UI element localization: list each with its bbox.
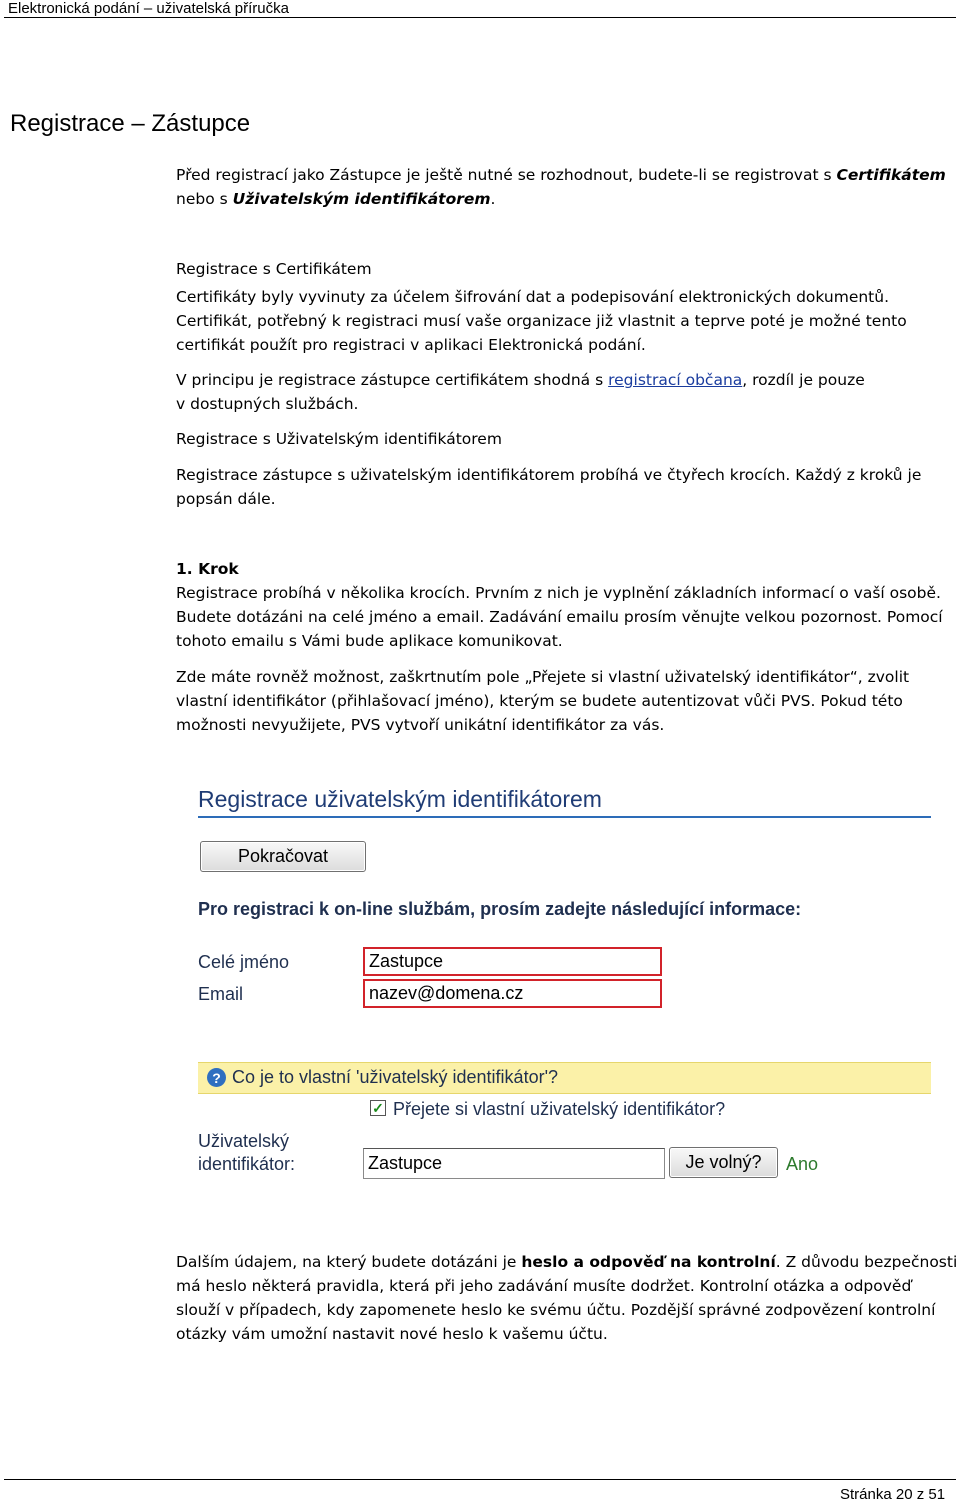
header-rule bbox=[4, 17, 956, 18]
intro-line-1: Před registrací jako Zástupce je ještě nutné se rozhodnout, budete-li se registrovat s Certifikátem bbox=[176, 166, 946, 184]
page-number: Stránka 20 z 51 bbox=[840, 1486, 946, 1503]
email-label: Email bbox=[198, 984, 244, 1004]
form-instructions: Pro registraci k on-line službám, prosím zadejte následující informace: bbox=[198, 899, 802, 919]
intro-line-2: nebo s Uživatelským identifikátorem. bbox=[176, 190, 496, 208]
footer-rule bbox=[4, 1479, 956, 1480]
option-line-1: Zde máte rovněž možnost, zaškrtnutím pole „Přejete si vlastní uživatelský identifikátor“, zvolit bbox=[176, 668, 910, 686]
availability-status: Ano bbox=[786, 1154, 819, 1174]
checkmark-icon: ✓ bbox=[372, 1099, 384, 1116]
option-line-2: vlastní identifikátor (přihlašovací jméno), kterým se budete autentizovat vůči PVS. Pokud této bbox=[176, 692, 903, 710]
check-availability-button[interactable]: Je volný? bbox=[669, 1147, 778, 1178]
cert-line-1: Certifikáty byly vyvinuty za účelem šifrování dat a podepisování elektronických dokumentů. bbox=[176, 288, 890, 306]
step1-line-2: Budete dotázáni na celé jméno a email. Zadávání emailu prosím věnujte velkou pozornost. Pomocí bbox=[176, 608, 943, 626]
full-name-field[interactable] bbox=[363, 947, 662, 976]
uid-label-line-2: identifikátor: bbox=[198, 1154, 296, 1174]
running-header: Elektronická podání – uživatelská příručka bbox=[8, 0, 289, 17]
principle-line-2: v dostupných službách. bbox=[176, 395, 359, 413]
principle-line-1: V principu je registrace zástupce certifikátem shodná s registrací občana, rozdíl je pouze bbox=[176, 371, 865, 389]
password-line-2: má heslo některá pravidla, která při jeho zadávání musíte dodržet. Kontrolní otázka a odpověď bbox=[176, 1277, 912, 1295]
custom-id-checkbox-label: Přejete si vlastní uživatelský identifikátor? bbox=[393, 1099, 726, 1119]
continue-button[interactable]: Pokračovat bbox=[200, 841, 366, 872]
uid-field[interactable] bbox=[363, 1148, 665, 1179]
uid-heading: Registrace s Uživatelským identifikátorem bbox=[176, 430, 502, 448]
question-icon: ? bbox=[207, 1068, 226, 1087]
form-title-rule bbox=[198, 816, 931, 818]
password-line-3: slouží v případech, kdy zapomenete heslo ke svému účtu. Pozdější správné zodpovězení kontrolní bbox=[176, 1301, 936, 1319]
step1-line-1: Registrace probíhá v několika krocích. Prvním z nich je vyplnění základních informací o vaší osobě. bbox=[176, 584, 941, 602]
step1-line-3: tohoto emailu s Vámi bude aplikace komunikovat. bbox=[176, 632, 563, 650]
form-title: Registrace uživatelským identifikátorem bbox=[198, 786, 602, 812]
full-name-label: Celé jméno bbox=[198, 952, 290, 972]
step1-heading: 1. Krok bbox=[176, 560, 239, 578]
cert-para-line-2: certifikát použít pro registraci v aplikaci Elektronická podání. bbox=[176, 336, 646, 354]
password-line-1: Dalším údajem, na který budete dotázáni je heslo a odpověď na kontrolní. Z důvodu bezpečnosti bbox=[176, 1253, 958, 1271]
uid-label-line-1: Uživatelský bbox=[198, 1131, 290, 1151]
uid-line-1: Registrace zástupce s uživatelským identifikátorem probíhá ve čtyřech krocích. Každý z kroků je bbox=[176, 466, 922, 484]
password-line-4: otázky vám umožní nastavit nové heslo k vašemu účtu. bbox=[176, 1325, 608, 1343]
custom-id-checkbox[interactable] bbox=[370, 1100, 386, 1116]
uid-line-2: popsán dále. bbox=[176, 490, 276, 508]
cert-para-line-1: Certifikát, potřebný k registraci musí vaše organizace již vlastnit a teprve poté je možné tento bbox=[176, 312, 907, 330]
email-field[interactable] bbox=[363, 979, 662, 1008]
page-title: Registrace – Zástupce bbox=[10, 110, 251, 137]
cert-heading: Registrace s Certifikátem bbox=[176, 260, 372, 278]
registrace-obcana-link[interactable]: registrací občana bbox=[608, 371, 743, 389]
help-question-link[interactable]: Co je to vlastní 'uživatelský identifikátor'? bbox=[232, 1067, 559, 1087]
option-line-3: možnosti nevyužijete, PVS vytvoří unikátní identifikátor za vás. bbox=[176, 716, 665, 734]
